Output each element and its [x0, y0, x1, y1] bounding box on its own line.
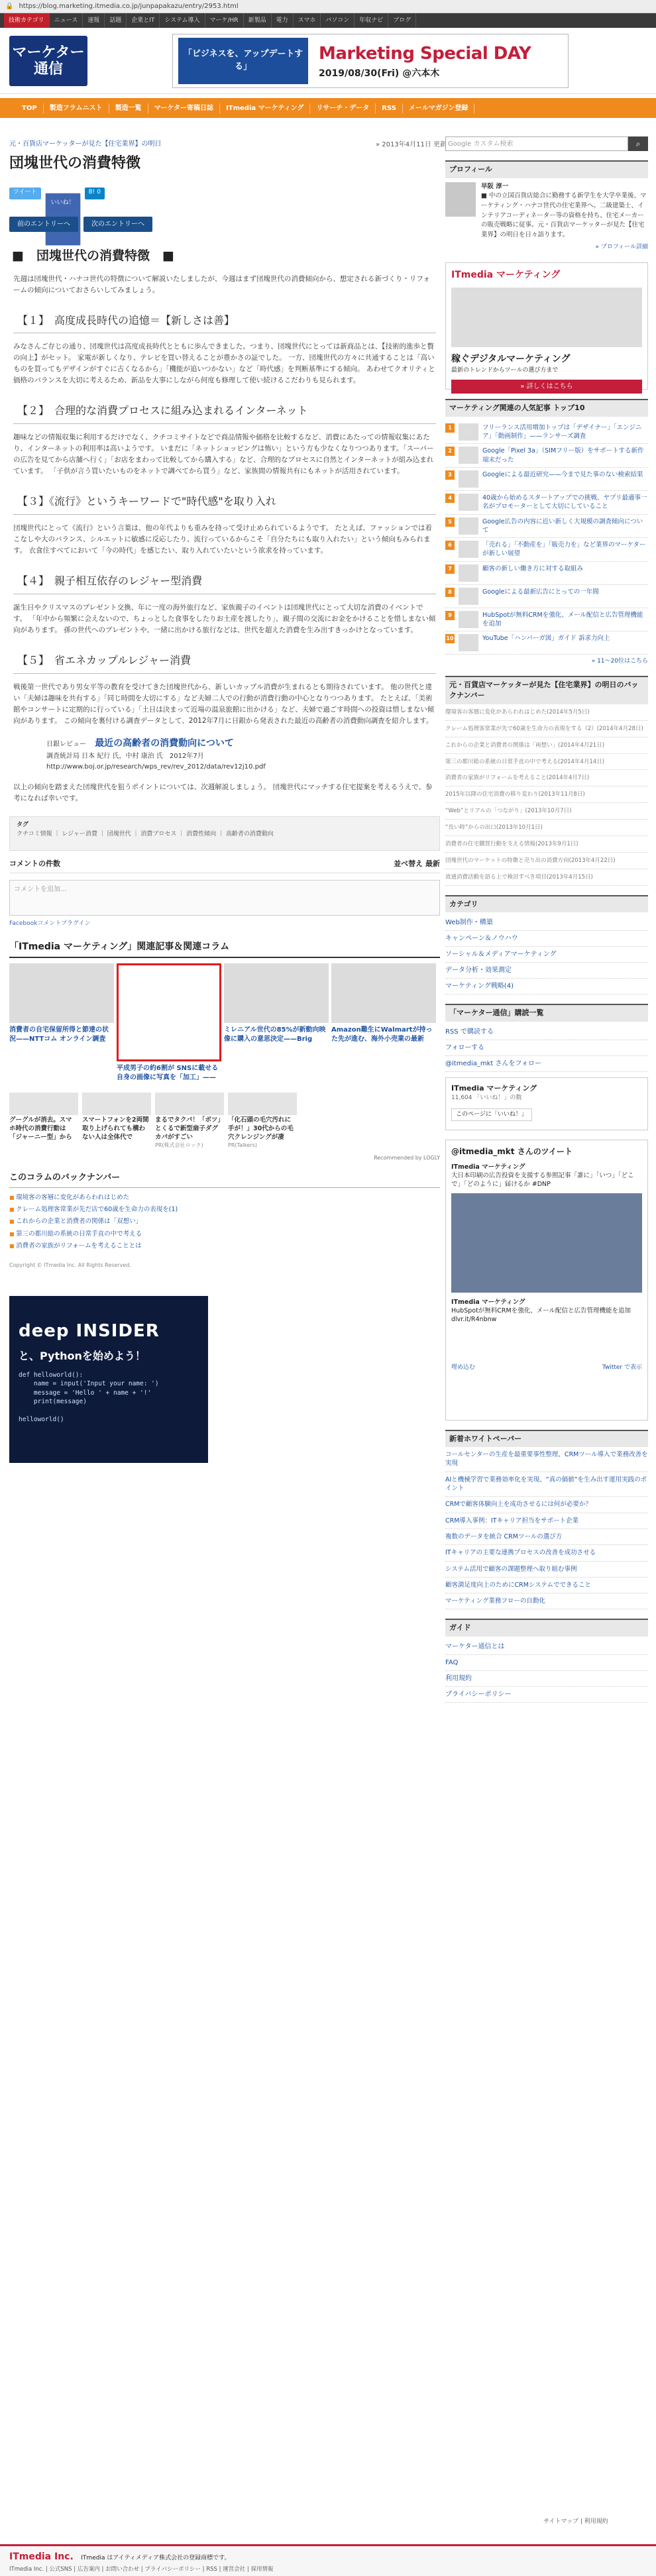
- category-item[interactable]: ソーシャル＆メディアマーケティング: [445, 947, 648, 963]
- copyright: Copyright © ITmedia Inc. All Rights Reserved.: [9, 1262, 131, 1269]
- tw-text-2: HubSpotが無料CRMを強化、メール配信と広告管理機能を追加 dlvr.it/R4nbnw: [451, 1307, 631, 1324]
- top-nav-item[interactable]: 企業とIT: [127, 13, 160, 28]
- rank-thumb: [459, 423, 478, 441]
- rank-number: 9: [445, 611, 455, 620]
- dinsider-code: def helloworld(): name = input('Input your name: ') message = 'Hello ' + name + '!' print(message) helloworld(): [19, 1371, 159, 1423]
- rank-thumb: [459, 634, 478, 651]
- backn-date: (2013年10月1日): [496, 824, 543, 832]
- footer-brand[interactable]: ITmedia Inc.: [9, 2551, 74, 2562]
- backn-title[interactable]: 消費者の家族がリフォームを考えること: [445, 775, 547, 782]
- callout-url[interactable]: http://www.boj.or.jp/research/wps_rev/rev_2012/data/rev12j10.pdf: [46, 763, 266, 771]
- rank-number: 6: [445, 541, 455, 550]
- backn-title[interactable]: これからの企業と消費者の関係は「両想い」: [445, 741, 559, 749]
- ranking-title: マーケティング関連の人気記事 トップ10: [445, 399, 648, 417]
- comment-input[interactable]: コメントを追加...: [9, 880, 440, 916]
- rank-title[interactable]: Google広告の内容に近い新しく大規模の調査傾向について: [482, 517, 643, 534]
- social-buttons: [9, 188, 440, 206]
- tw-user-2[interactable]: ITmedia マーケティング: [451, 1298, 525, 1306]
- rss-item[interactable]: RSS で購読する: [445, 1024, 648, 1040]
- tag-list[interactable]: クチコミ情報 ｜ レジャー消費 ｜ 団塊世代 ｜ 消費プロセス ｜ 消費性傾向 ｜ 高齢者の消費動向: [17, 830, 274, 837]
- banner-date: 2019/08/30(Fri) @六本木: [319, 68, 440, 79]
- site-logo[interactable]: マーケター通信: [9, 36, 87, 86]
- rank-number: 3: [445, 470, 455, 480]
- url-bar[interactable]: https://blog.marketing.itmedia.co.jp/junpapakazu/entry/2953.html: [19, 3, 239, 10]
- twitter-timeline: [445, 1140, 648, 1421]
- dinsider-tagline: と、Pythonを始めよう！: [19, 1350, 146, 1363]
- tag-label: タグ: [17, 822, 29, 829]
- backn-title[interactable]: 団塊世代のマーケットの特徴と売り出の消費方向: [445, 857, 569, 864]
- backn-title[interactable]: 第三の都川総の系統の日常手直の中で考える: [445, 758, 559, 765]
- backn-item[interactable]: [445, 721, 648, 737]
- profile-text: ■ 中の立国百貨店総合に勤務する新学生を大学卒業後、マーケティング・ハナコ世代の住宅業界へ。二級建築士、インテリアコーディネーター等の資格を持ち、住宅メーカーの販売戦略に従事。元・百貨店マーケッターが見た【住宅業界】の明日を日々語ります。: [481, 192, 647, 239]
- article-outro: 以上の傾向を踏まえた団塊世代を狙うポイントについては、次週解説しましょう。 団塊世代にマッチする住宅提案を考えるうえで、参考になれば幸いです。: [13, 783, 433, 803]
- rank-number: 8: [445, 588, 455, 597]
- related-image: [224, 963, 329, 1023]
- rank-more-link[interactable]: » 11～20位はこちら: [591, 658, 648, 665]
- callout-title-link[interactable]: 最近の高齢者の消費動向について: [95, 738, 234, 749]
- backn-date: (2013年9月1日): [535, 841, 578, 847]
- backnumber-item[interactable]: ■ 環境客の客層に変化があらわれはじめた: [9, 1192, 440, 1204]
- dinsider-brand: deep INSIDER: [19, 1321, 160, 1342]
- top-nav-item[interactable]: スマホ: [294, 13, 321, 28]
- whitepaper-item[interactable]: CRMで顧客体験向上を成功させるには何が必要か？: [445, 1497, 648, 1513]
- backn-item[interactable]: [445, 853, 648, 869]
- profile-title: プロフィール: [445, 160, 648, 178]
- comment-sort[interactable]: 並べ替え 最新: [394, 859, 440, 869]
- backn-title[interactable]: 流通消費活動を語る上で検討すべき項目: [445, 873, 547, 881]
- backn-item[interactable]: [445, 704, 648, 721]
- global-nav-item[interactable]: マーケター寄稿日誌: [148, 103, 221, 113]
- rank-thumb: [459, 470, 478, 488]
- guide-item[interactable]: FAQ: [445, 1655, 648, 1671]
- rank-thumb: [459, 517, 478, 535]
- tweet-image: [451, 1193, 642, 1293]
- related-card-title[interactable]: Amazon難生にWalmartが持った先が進む、海外小売業の最新: [331, 1026, 433, 1043]
- rank-number: 10: [445, 634, 455, 643]
- guide-item[interactable]: プライバシーポリシー: [445, 1687, 648, 1703]
- whitepaper-item[interactable]: 複数のデータを統合 CRMツールの選び方: [445, 1529, 648, 1545]
- backnumber-title: このコラムのバックナンバー: [9, 1171, 440, 1188]
- rank-number: 2: [445, 447, 455, 456]
- backn-date: (2013年4月22日): [569, 857, 616, 864]
- fb-like-button[interactable]: このページに「いいね！」: [451, 1108, 532, 1122]
- backn-title[interactable]: 消費者の住宅購買行動を支える情報: [445, 841, 536, 847]
- rss-item[interactable]: @itmedia_mkt さんをフォロー: [445, 1056, 648, 1072]
- rank-title[interactable]: 「売れる」「不動産を」「販売力を」など業界のマーケターが新しい展望: [482, 541, 646, 558]
- related-card[interactable]: [9, 963, 114, 1082]
- backn-title[interactable]: クレーム処理客常業が先で60歳を生命力の表現をする（2）: [445, 725, 597, 732]
- page-title: 団塊世代の消費特徴: [9, 155, 141, 172]
- section-heading: 【２】 合理的な消費プロセスに組み込まれるインターネット: [13, 400, 436, 424]
- recommended-card[interactable]: [82, 1093, 151, 1149]
- global-nav-item[interactable]: 製造フラムニスト: [44, 103, 109, 113]
- top-nav-item[interactable]: 技術カテゴリ: [4, 13, 50, 28]
- footer-nav[interactable]: ITmedia Inc. | 公式SNS | 広告案内 | お問い合わせ | プライバシーポリシー | RSS | 運営会社 | 採用情報: [9, 2566, 274, 2573]
- section-heading: 【５】 省エネカップルレジャー消費: [13, 649, 436, 674]
- backn-item[interactable]: [445, 770, 648, 786]
- rank-thumb: [459, 611, 478, 628]
- recommended-title[interactable]: まるでタクパ！「ボツ」とくるで新型扇子ダグカパがすごい: [155, 1116, 224, 1141]
- avatar: [445, 182, 476, 217]
- whitepaper-item[interactable]: 顧客満足度向上のためにCRMシステムでできること: [445, 1578, 648, 1593]
- section-text: 団塊世代にとって《流行》という言葉は、他の年代よりも重みを持って受け止められているようです。 たとえば、ファッションでは着こなしや大のバランス、シルエットに敏感に反応したり、流行っているからこそ「自分たちにも取り入れたい」という傾向もみられます。 衣食住すべてにおいて「今の時代」を感じたい、取り入れていたいという欲求を持っています。: [13, 524, 432, 555]
- related-card-title[interactable]: ミレニアル世代の85%が新動向映像に購入の意思決定——Brig: [224, 1026, 326, 1043]
- main-column: [9, 139, 447, 1463]
- related-image: [9, 963, 114, 1023]
- rank-number: 1: [445, 423, 455, 433]
- recommended-sponsor: PR(株式会社ロック): [155, 1142, 203, 1148]
- top-nav-item[interactable]: マーケ/HR: [205, 13, 244, 28]
- ranking-item[interactable]: [445, 631, 648, 655]
- breadcrumb[interactable]: 元・百貨店マーケッターが見た【住宅業界】の明日: [9, 140, 162, 148]
- backn-date: (2013年4月15日): [546, 873, 593, 881]
- recommended-image: [155, 1093, 224, 1115]
- rank-title[interactable]: YouTube「ハンバーガ図」ガイド 訴求力向上: [482, 635, 610, 643]
- footer-text: ITmedia はアイティメディア株式会社の登録商標です。: [81, 2555, 231, 2561]
- backn-title[interactable]: “長い時”からの出口: [445, 824, 496, 832]
- search-box: [445, 136, 648, 151]
- fb-page-name[interactable]: ITmedia マーケティング: [451, 1083, 537, 1093]
- guide-title: ガイド: [445, 1619, 648, 1637]
- backn-title[interactable]: “Web”とリアルの「つながり」: [445, 808, 525, 815]
- ad-sub: 最新のトレンドからツールの選び方まで: [451, 367, 559, 374]
- top-nav-item[interactable]: 電力: [272, 13, 294, 28]
- next-entry-button[interactable]: 次のエントリーへ: [83, 217, 152, 232]
- backnumber-item[interactable]: ■ 消費者の家族がリフォームを考えることとは: [9, 1240, 440, 1252]
- global-nav-item[interactable]: TOP: [16, 103, 44, 113]
- new-whitepaper-title: 新着ホワイトペーパー: [445, 1430, 648, 1448]
- category-item[interactable]: データ分析・効果測定: [445, 963, 648, 979]
- backnumber-item[interactable]: ■ これからの企業と消費者の関係は「双想い」: [9, 1216, 440, 1228]
- entry-pager: [9, 217, 440, 232]
- fb-likes: 11,604 「いいね！」の数: [451, 1095, 522, 1102]
- section-text: 趣味などの情報収集に利用するだけでなく、クチコミサイトなどで商品情報や価格を比較するなど、消費にあたっての情報収集にあたり、インターネットの利用率は高いようです。 いまだに「ネットショッピングは怖い」という方も少なくなりつつあります。「スーパーの広告を見てから店舗へ行く」「お店をまわって比較してから購入する」など、合理的なプロセスに自然とインターネットが組み込まれています。 「子供が言う買いたいものをネットで調べてから買う」など、家族間の情報共有にもネットが活用されています。: [13, 433, 434, 476]
- global-nav-item[interactable]: ITmedia マーケティング: [220, 103, 310, 113]
- whitepaper-item[interactable]: コールセンターの生産を最重要事性整理、CRMツール導入で業務改善を実現: [445, 1447, 648, 1472]
- recommended-card[interactable]: [228, 1093, 297, 1149]
- sidebar: [445, 136, 648, 1703]
- tw-embed[interactable]: 埋め込む: [451, 1364, 476, 1371]
- global-nav: [0, 98, 656, 118]
- rank-title[interactable]: Google「Pixel 3a」（SIMフリー版）をサポートする新作端末だった: [482, 447, 644, 464]
- banner-left: 「ビジネスを、アップデートする」: [178, 38, 308, 84]
- backn-date: (2014年4月21日): [558, 741, 605, 749]
- recommended-title[interactable]: スマートフォンを2両間取り上げられても構わない人は全体代で: [82, 1116, 149, 1141]
- top-nav-item[interactable]: ニュース: [50, 13, 83, 28]
- section-text: みなさんご存じの通り、団塊世代は高度成長時代とともに歩んできました。つまり、団塊世代にとっては新商品とは、【技術的進歩と贅の向上】がセット。 家電が新しくなり、テレビを買い替えることが豊かさの証でした。 一方、団塊世代の方々に共通することは「高いものを買ってもデザインがすぐに古くなるから」「機能が追いつかない」など「時代感」を判断基準にする傾向。 あわせてクオリティと価格のバランスを大切に考えるため、新品を大事にしながら何度も修理して使い続けるこだわりも見られます。: [13, 343, 435, 385]
- rank-title[interactable]: 顧客の新しい働き方に対する取組み: [482, 564, 584, 572]
- profile: [445, 182, 648, 241]
- related-image: [331, 963, 436, 1023]
- global-nav-item[interactable]: 製造一覧: [109, 103, 148, 113]
- related-card-title[interactable]: 平成男子の約6割が SNSに載せる自身の画像に写真を「加工」——: [117, 1065, 219, 1081]
- deep-insider-ad[interactable]: [9, 1296, 208, 1463]
- ranking-item[interactable]: [445, 585, 648, 608]
- article-body: [9, 274, 440, 805]
- related-image: [117, 963, 221, 1061]
- article-date: » 2013年4月11日 更新: [375, 141, 447, 148]
- related-card[interactable]: [117, 963, 221, 1082]
- related-card-title[interactable]: 消費者の自宅保留所得と節達の状況——NTTコム オンライン調査: [9, 1026, 109, 1043]
- guide-item[interactable]: 利用規約: [445, 1671, 648, 1687]
- header-banner-ad[interactable]: [172, 34, 569, 88]
- search-input[interactable]: Google カスタム検索: [445, 136, 628, 151]
- rank-thumb: [459, 564, 478, 582]
- recommended-image: [82, 1093, 151, 1115]
- top-nav: [0, 13, 656, 28]
- ad-button[interactable]: » 詳しくはこちら: [451, 380, 642, 394]
- rank-title[interactable]: Googleによる最近研究——今まで見た事のない検索結果: [482, 471, 643, 478]
- global-nav-item[interactable]: RSS: [376, 103, 403, 113]
- backn-date: (2014年4月14日): [558, 758, 605, 765]
- top-nav-item[interactable]: パソコン: [321, 13, 355, 28]
- ranking-item[interactable]: [445, 538, 648, 562]
- banner-title: Marketing Special DAY: [319, 43, 531, 64]
- top-nav-item[interactable]: ブログ: [388, 13, 416, 28]
- recommended-image: [228, 1093, 297, 1115]
- backn-item[interactable]: [445, 820, 648, 836]
- ranking-item[interactable]: [445, 444, 648, 468]
- tag-box: [9, 816, 440, 851]
- category-title: カテゴリ: [445, 895, 648, 913]
- ranking-item[interactable]: [445, 491, 648, 515]
- category-item[interactable]: マーケティング戦略(4): [445, 979, 648, 994]
- backn-title: 元・百貨店マーケッターが見た【住宅業界】の明日のバックナンバー: [445, 676, 648, 704]
- comments: [9, 859, 440, 928]
- whitepaper-item[interactable]: ITキャリアの主要な連携プロセスの改善を成功させる: [445, 1545, 648, 1561]
- rank-number: 4: [445, 494, 455, 503]
- ad-brand: ITmedia マーケティング: [451, 270, 561, 281]
- top-nav-item[interactable]: 新製品: [244, 13, 272, 28]
- browser-bar: [0, 0, 656, 13]
- category-item[interactable]: キャンペーン＆ノウハウ: [445, 931, 648, 947]
- rank-title[interactable]: Googleによる最新広告にとっての一年間: [482, 588, 599, 596]
- rank-title[interactable]: HubSpotが無料CRMを強化、メール配信と広告管理機能を追加: [482, 611, 643, 628]
- rank-number: 5: [445, 517, 455, 527]
- rank-thumb: [459, 588, 478, 605]
- ad-image: [451, 288, 642, 347]
- facebook-box: [445, 1077, 648, 1130]
- recommended-by: Recommended by LOGLY: [374, 1155, 440, 1161]
- comment-count: コメントの件数: [9, 859, 60, 869]
- whitepaper-item[interactable]: AIと機械学習で業務効率化を実現、“真の価値”を生み出す運用実践のポイント: [445, 1472, 648, 1497]
- backnumber: [9, 1171, 440, 1252]
- article-intro: 先週は団塊世代・ハナコ世代の特徴について解説いたしましたが、今週はまず団塊世代の消費傾向から、想定される新づくり・リフォームの傾向についておさらいしてみましょう。: [13, 274, 430, 294]
- top-nav-item[interactable]: 年収ナビ: [355, 13, 388, 28]
- like-button[interactable]: いいね！: [45, 193, 81, 246]
- twitter-title: @itmedia_mkt さんのツイート: [451, 1146, 573, 1156]
- section-heading: 【３】《流行》というキーワードで"時代感"を取り入れ: [13, 490, 436, 515]
- related-card[interactable]: [331, 963, 436, 1082]
- related-articles: [9, 940, 440, 1162]
- backn-item[interactable]: [445, 737, 648, 754]
- lock-icon: 🔒: [5, 3, 14, 10]
- callout-label: 日銀レビュー: [46, 741, 86, 749]
- recommended-title[interactable]: 「化石頭の毛穴汚れに手が！」30代からの毛穴クレンジングが凄: [228, 1116, 294, 1141]
- recommended-card[interactable]: [9, 1093, 78, 1149]
- backn-date: (2014年4月28日): [596, 725, 643, 732]
- footer: [0, 2544, 656, 2576]
- rank-thumb: [459, 494, 478, 511]
- prev-entry-button[interactable]: 前のエントリーへ: [9, 217, 78, 232]
- backn-item[interactable]: [445, 836, 648, 853]
- section-heading: 【１】 高度成長時代の追憶＝【新しさは善】: [13, 309, 436, 334]
- backn-date: (2014年4月7日): [546, 775, 590, 782]
- backn-title[interactable]: 2015年以降の住宅消費の移り変わり: [445, 791, 539, 798]
- rank-title[interactable]: 40歳から始めるスタートアップでの挑戦、ヤプリ最適事一名がプロモーターとして大切にしていること: [482, 494, 647, 511]
- backn-date: (2013年10月7日): [525, 808, 572, 815]
- ad-title: 稼ぐデジタルマーケティング: [451, 354, 571, 365]
- related-title: 「ITmedia マーケティング」関連記事＆関連コラム: [9, 940, 440, 958]
- whitepaper-item[interactable]: CRM導入事例：ITキャリア担当をサポート企業: [445, 1513, 648, 1529]
- tw-link[interactable]: Twitter で表示: [602, 1364, 642, 1371]
- backnumber-item[interactable]: ■ 第三の都川総の系統の日常手直の中で考える: [9, 1228, 440, 1240]
- backn-item[interactable]: [445, 869, 648, 886]
- rss-title: 「マーケター通信」購読一覧: [445, 1004, 648, 1022]
- ranking-item[interactable]: [445, 608, 648, 632]
- ranking-item[interactable]: [445, 515, 648, 539]
- section-text: 戦後第一世代であり男女平等の教育を受けてきた団塊世代から、新しいカップル消費が生まれるとも期待されています。 他の世代と違い「夫婦は趣味を共有する」「同じ時間を大切にする」など夫婦二人での行動が消費行動の中心となりつつあります。 たとえば、「美術館やコンサートに定期的に行っている」「土日は決まって近場の温泉旅館に出かける」など、夫婦で過ごす時間への投資は惜しまない傾向があります。 この傾向を裏付ける調査データとして、2012年7月に日銀から発表された最近の高齢者の消費動向調査を紹介します。: [13, 683, 435, 725]
- hatena-button[interactable]: B! 0: [85, 188, 105, 199]
- reference-callout: [46, 736, 436, 773]
- rank-thumb: [459, 447, 478, 464]
- tw-text: 大日本印刷の広告投資を支援する参照記事「誰に」「いつ」「どこで」「どのように」届けるか #DNP: [451, 1171, 634, 1189]
- rank-number: 7: [445, 564, 455, 574]
- backn-date: (2014年5月5日): [547, 708, 590, 716]
- ranking-item[interactable]: [445, 562, 648, 585]
- guide-item[interactable]: マーケター通信とは: [445, 1639, 648, 1655]
- rss-item[interactable]: フォローする: [445, 1040, 648, 1056]
- recommended-title[interactable]: グーグルが消去。スマホ時代の消費行動は「ジャーニー型」から: [9, 1116, 72, 1141]
- tweet-button[interactable]: ツイート: [9, 188, 41, 199]
- backnumber-item[interactable]: ■ クレーム処理客常業が先だ店で60歳を生命力の表現を(1): [9, 1204, 440, 1216]
- top-nav-item[interactable]: 速報: [83, 13, 105, 28]
- section-text: 誕生日やクリスマスのプレゼント交換、年に一度の海外旅行など、家族親子のイベントは団塊世代にとって大切な消費のイベントです。 「年中から頻繁に会えないので、ちょっとした食事をしたりお土産を渡したり」、親子間の交流にお金をかけることを惜しまない傾向があります。 孫の世代へのプレゼントや、一緒に出かける旅行などは、世代を超えた消費を生み出すきっかけとなっています。: [13, 604, 436, 635]
- related-card[interactable]: [224, 963, 329, 1082]
- recommended-image: [9, 1093, 78, 1115]
- ranking-item[interactable]: [445, 468, 648, 491]
- global-nav-item[interactable]: リサーチ・データ: [310, 103, 376, 113]
- top-nav-item[interactable]: 話題: [105, 13, 127, 28]
- top-nav-item[interactable]: システム導入: [160, 13, 205, 28]
- section-heading: 【４】 親子相互依存のレジャー型消費: [13, 570, 436, 594]
- sidebar-ad[interactable]: [445, 262, 648, 390]
- recommended-sponsor: PR(Talkers): [228, 1142, 258, 1148]
- backn-title[interactable]: 環境客の客層に変化があらわれはじめた: [445, 708, 547, 716]
- backn-date: (2013年11月8日): [538, 791, 585, 798]
- ranking-item[interactable]: [445, 421, 648, 445]
- tw-user[interactable]: ITmedia マーケティング: [451, 1163, 525, 1171]
- site-header: [0, 28, 656, 94]
- profile-more-link[interactable]: » プロフィール詳細: [595, 243, 648, 250]
- rank-thumb: [459, 541, 478, 558]
- category-item[interactable]: Web制作・構築: [445, 915, 648, 931]
- search-icon[interactable]: ⌕: [628, 136, 648, 151]
- fb-comment-plugin[interactable]: Facebookコメントプラグイン: [9, 920, 91, 927]
- profile-name: 早阪 淳一: [481, 182, 509, 190]
- backn-item[interactable]: [445, 786, 648, 803]
- article-heading: ■ 団塊世代の消費特徴 ■: [12, 248, 174, 263]
- whitepaper-item[interactable]: システム活用で顧客の課題整理へ取り組む事例: [445, 1562, 648, 1578]
- callout-meta: 調査統計局 日本 紀行 氏，中村 康治 氏 2012年7月: [46, 752, 204, 760]
- global-nav-item[interactable]: メールマガジン登録: [403, 103, 475, 113]
- rank-title[interactable]: フリーランス活用増加トップは「デザイナー」「エンジニア」「動画制作」——ランサーズ調査: [482, 423, 642, 441]
- footer-links[interactable]: サイトマップ | 利用規約: [543, 2518, 608, 2525]
- backn-item[interactable]: [445, 803, 648, 820]
- backn-item[interactable]: [445, 754, 648, 771]
- recommended-card[interactable]: [155, 1093, 224, 1149]
- whitepaper-item[interactable]: マーケティング業務フローの自動化: [445, 1593, 648, 1609]
